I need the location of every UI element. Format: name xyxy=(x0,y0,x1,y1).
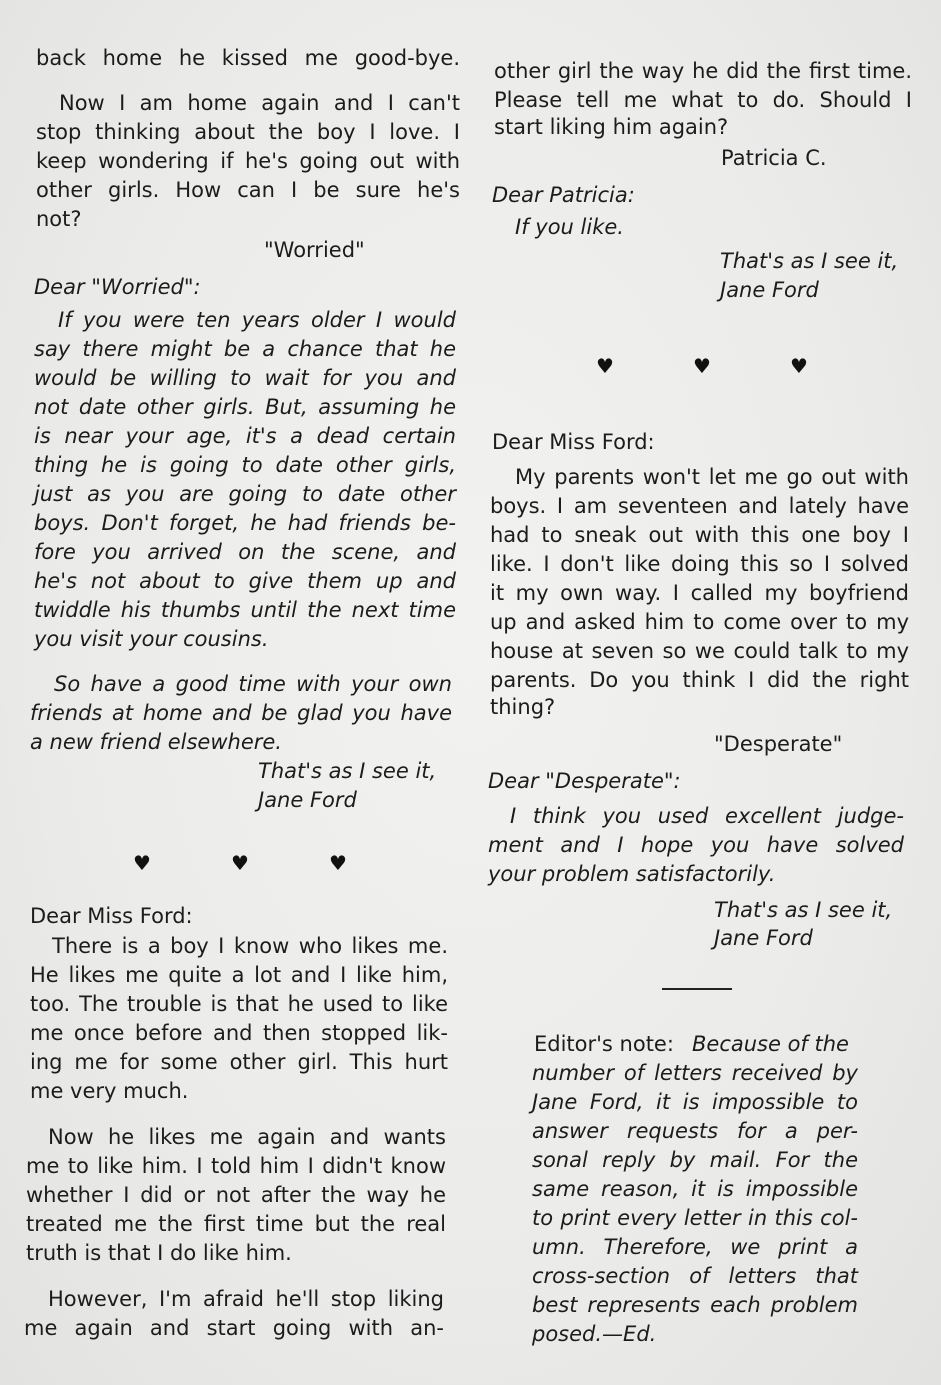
editor-note-line: cross-section of letters that xyxy=(532,1264,858,1288)
reply-line: If you were ten years older I would xyxy=(58,308,456,332)
closing-line: That's as I see it, xyxy=(258,759,437,783)
reply-line: not date other girls. But, assuming he xyxy=(34,395,456,419)
heart-icon: ♥ xyxy=(693,354,711,378)
text-line: start liking him again? xyxy=(494,115,729,139)
text-line: too. The trouble is that he used to like xyxy=(30,992,448,1016)
text-line: not? xyxy=(36,207,82,231)
text-line: Now I am home again and I can't xyxy=(59,91,460,115)
text-line: There is a boy I know who likes me. xyxy=(52,934,448,958)
text-line: treated me the first time but the real xyxy=(26,1212,446,1236)
text-line: parents. Do you think I did the right xyxy=(490,668,909,692)
letter-signoff: "Desperate" xyxy=(714,732,843,756)
reply-line: So have a good time with your own xyxy=(54,672,452,696)
reply-line: thing he is going to date other girls, xyxy=(34,453,456,477)
editor-note-line: Because of the xyxy=(692,1032,849,1056)
reply-line: is near your age, it's a dead certain xyxy=(34,424,456,448)
text-line: me once before and then stopped lik- xyxy=(30,1021,448,1045)
editor-note-line: Jane Ford, it is impossible to xyxy=(532,1090,858,1114)
editor-note-line: best represents each problem xyxy=(532,1293,858,1317)
text-line: me again and start going with an- xyxy=(24,1316,444,1340)
text-line: boys. I am seventeen and lately have xyxy=(490,494,909,518)
text-line: However, I'm afraid he'll stop liking xyxy=(48,1287,444,1311)
text-line: truth is that I do like him. xyxy=(26,1241,292,1265)
editor-note-line: sonal reply by mail. For the xyxy=(532,1148,858,1172)
heart-icon: ♥ xyxy=(133,851,151,875)
text-line: house at seven so we could talk to my xyxy=(490,639,909,663)
reply-line: twiddle his thumbs until the next time xyxy=(34,598,456,622)
reply-line: friends at home and be glad you have xyxy=(30,701,452,725)
text-line: other girl the way he did the first time. xyxy=(494,59,912,83)
letter-signoff: "Worried" xyxy=(264,238,365,262)
text-line: stop thinking about the boy I love. I xyxy=(36,120,460,144)
editor-note-line: same reason, it is impossible xyxy=(532,1177,858,1201)
reply-line: your problem satisfactorily. xyxy=(488,862,776,886)
text-line: had to sneak out with this one boy I xyxy=(490,523,909,547)
reply-line: a new friend elsewhere. xyxy=(30,730,282,754)
text-line: other girls. How can I be sure he's xyxy=(36,178,460,202)
text-line: me very much. xyxy=(30,1079,189,1103)
reply-line: ment and I hope you have solved xyxy=(488,833,904,857)
reply-line: would be willing to wait for you and xyxy=(34,366,456,390)
text-line: whether I did or not after the way he xyxy=(26,1183,446,1207)
reply-line: you visit your cousins. xyxy=(34,627,269,651)
reply-salutation: Dear "Worried": xyxy=(34,275,201,299)
closing-line: That's as I see it, xyxy=(714,898,893,922)
reply-line: say there might be a chance that he xyxy=(34,337,456,361)
editor-note-line: posed.—Ed. xyxy=(532,1322,657,1346)
text-line: ing me for some other girl. This hurt xyxy=(30,1050,448,1074)
closing-line: That's as I see it, xyxy=(720,249,899,273)
text-line: it my own way. I called my boyfriend xyxy=(490,581,909,605)
text-line: thing? xyxy=(490,695,556,719)
editor-note-label: Editor's note: xyxy=(534,1032,674,1056)
editor-note-line: answer requests for a per- xyxy=(532,1119,858,1143)
reply-salutation: Dear Patricia: xyxy=(492,183,635,207)
text-line: Please tell me what to do. Should I xyxy=(494,88,912,112)
letter-signoff: Patricia C. xyxy=(721,146,827,170)
heart-icon: ♥ xyxy=(231,851,249,875)
signature-jane-ford: Jane Ford xyxy=(720,278,819,302)
reply-line: just as you are going to date other xyxy=(34,482,456,506)
text-line: Now he likes me again and wants xyxy=(48,1125,446,1149)
heart-icon: ♥ xyxy=(596,354,614,378)
heart-icon: ♥ xyxy=(790,354,808,378)
text-line: up and asked him to come over to my xyxy=(490,610,909,634)
letter-salutation: Dear Miss Ford: xyxy=(492,430,655,454)
text-line: like. I don't like doing this so I solved xyxy=(490,552,909,576)
editor-note-line: umn. Therefore, we print a xyxy=(532,1235,858,1259)
reply-line: he's not about to give them up and xyxy=(34,569,456,593)
reply-salutation: Dear "Desperate": xyxy=(488,769,681,793)
text-line: My parents won't let me go out with xyxy=(515,465,909,489)
signature-jane-ford: Jane Ford xyxy=(714,926,813,950)
section-divider xyxy=(662,988,732,990)
signature-jane-ford: Jane Ford xyxy=(258,788,357,812)
editor-note-line: number of letters received by xyxy=(532,1061,858,1085)
text-line: back home he kissed me good-bye. xyxy=(36,46,460,70)
heart-icon: ♥ xyxy=(329,851,347,875)
text-line: keep wondering if he's going out with xyxy=(36,149,460,173)
reply-line: boys. Don't forget, he had friends be- xyxy=(34,511,456,535)
reply-line: I think you used excellent judge- xyxy=(510,804,904,828)
reply-line: If you like. xyxy=(515,215,624,239)
letter-salutation: Dear Miss Ford: xyxy=(30,904,193,928)
editor-note-line: to print every letter in this col- xyxy=(532,1206,858,1230)
reply-line: fore you arrived on the scene, and xyxy=(34,540,456,564)
text-line: He likes me quite a lot and I like him, xyxy=(30,963,448,987)
text-line: me to like him. I told him I didn't know xyxy=(26,1154,446,1178)
